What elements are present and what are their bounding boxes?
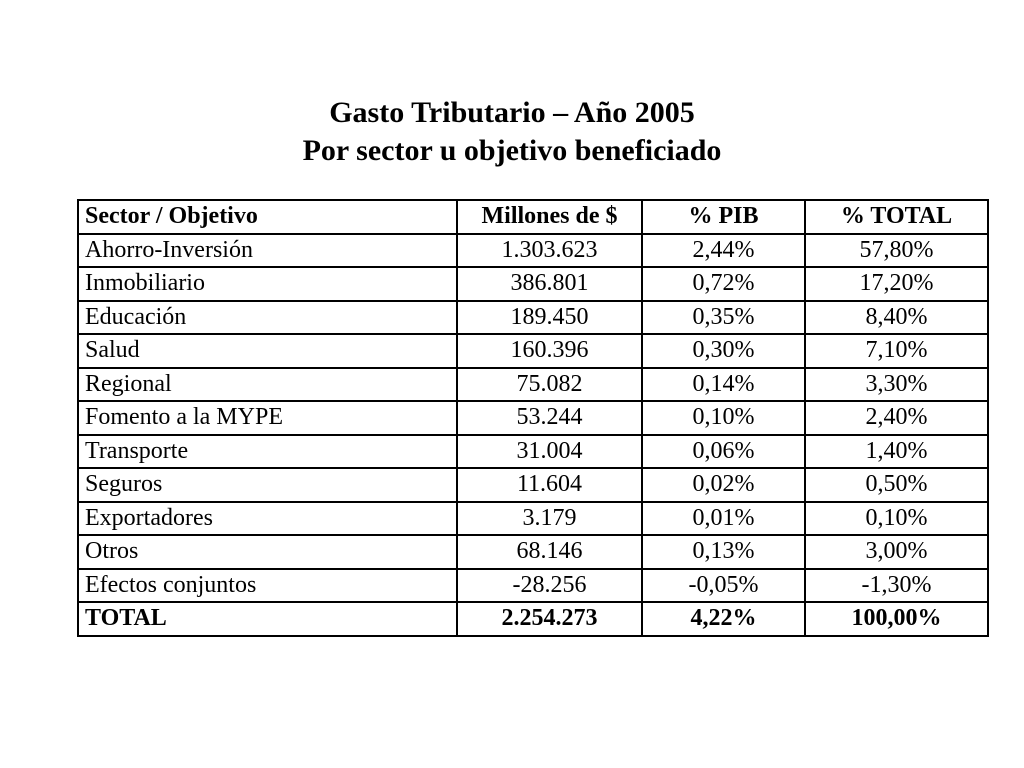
cell-total: 1,40% <box>805 435 988 469</box>
cell-sector: Educación <box>78 301 457 335</box>
table-row <box>78 435 988 469</box>
cell-millones: 68.146 <box>457 535 642 569</box>
table-row <box>78 535 988 569</box>
cell-sector: Fomento a la MYPE <box>78 401 457 435</box>
tax-expenditure-table <box>77 199 989 637</box>
title-line-1: Gasto Tributario – Año 2005 <box>329 96 695 129</box>
cell-sector: Efectos conjuntos <box>78 569 457 603</box>
table-row <box>78 502 988 536</box>
cell-sector: Salud <box>78 334 457 368</box>
cell-total: 3,00% <box>805 535 988 569</box>
table-row <box>78 468 988 502</box>
cell-pib: 0,14% <box>642 368 805 402</box>
cell-pib: 0,72% <box>642 267 805 301</box>
cell-total: 7,10% <box>805 334 988 368</box>
cell-total: 17,20% <box>805 267 988 301</box>
cell-sector: Seguros <box>78 468 457 502</box>
cell-pib: 0,30% <box>642 334 805 368</box>
cell-sector: Regional <box>78 368 457 402</box>
title-line-2: Por sector u objetivo beneficiado <box>302 134 722 167</box>
header-millones: Millones de $ <box>457 200 642 234</box>
table-row <box>78 301 988 335</box>
cell-pib: -0,05% <box>642 569 805 603</box>
header-sector: Sector / Objetivo <box>78 200 457 234</box>
cell-sector: Transporte <box>78 435 457 469</box>
cell-pib: 0,06% <box>642 435 805 469</box>
cell-millones: 1.303.623 <box>457 234 642 268</box>
cell-pib: 0,13% <box>642 535 805 569</box>
table-total-row <box>78 602 988 636</box>
cell-millones: 3.179 <box>457 502 642 536</box>
total-percent: 100,00% <box>805 602 988 636</box>
total-label: TOTAL <box>78 602 457 636</box>
cell-millones: 75.082 <box>457 368 642 402</box>
cell-pib: 0,01% <box>642 502 805 536</box>
cell-total: 8,40% <box>805 301 988 335</box>
cell-millones: -28.256 <box>457 569 642 603</box>
cell-sector: Inmobiliario <box>78 267 457 301</box>
page-title <box>0 94 1024 170</box>
cell-millones: 11.604 <box>457 468 642 502</box>
table-header-row <box>78 200 988 234</box>
header-total: % TOTAL <box>805 200 988 234</box>
table-row <box>78 234 988 268</box>
cell-pib: 2,44% <box>642 234 805 268</box>
cell-millones: 31.004 <box>457 435 642 469</box>
total-millones: 2.254.273 <box>457 602 642 636</box>
table-row <box>78 334 988 368</box>
cell-total: 57,80% <box>805 234 988 268</box>
table-row <box>78 267 988 301</box>
cell-total: -1,30% <box>805 569 988 603</box>
cell-millones: 53.244 <box>457 401 642 435</box>
cell-sector: Exportadores <box>78 502 457 536</box>
header-pib: % PIB <box>642 200 805 234</box>
table-row <box>78 368 988 402</box>
table-row <box>78 569 988 603</box>
cell-pib: 0,35% <box>642 301 805 335</box>
cell-total: 3,30% <box>805 368 988 402</box>
cell-millones: 160.396 <box>457 334 642 368</box>
cell-total: 2,40% <box>805 401 988 435</box>
cell-millones: 189.450 <box>457 301 642 335</box>
cell-millones: 386.801 <box>457 267 642 301</box>
table-row <box>78 401 988 435</box>
total-pib: 4,22% <box>642 602 805 636</box>
cell-sector: Ahorro-Inversión <box>78 234 457 268</box>
cell-pib: 0,10% <box>642 401 805 435</box>
cell-total: 0,50% <box>805 468 988 502</box>
cell-sector: Otros <box>78 535 457 569</box>
cell-pib: 0,02% <box>642 468 805 502</box>
cell-total: 0,10% <box>805 502 988 536</box>
